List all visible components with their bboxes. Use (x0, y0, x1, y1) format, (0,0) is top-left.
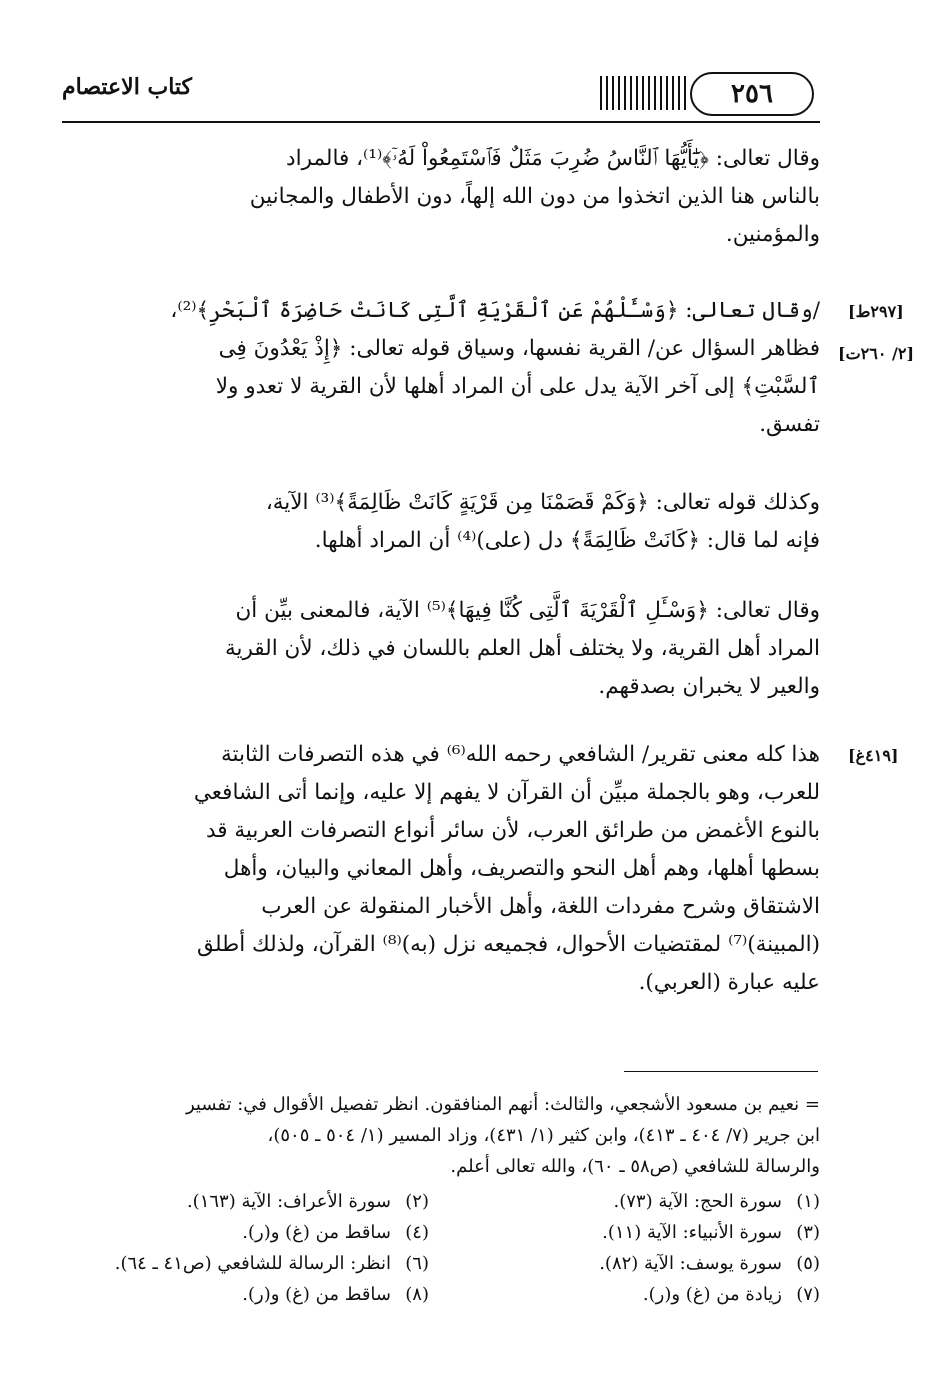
text-line: فإنه لما قال: ﴿كَانَتْ ظَالِمَةً﴾ دل (على)⁽⁴⁾ أن المراد أهلها. (314, 528, 820, 553)
text-line: الاشتقاق وشرح مفردات اللغة، وأهل الأخبار المنقولة عن العرب (261, 894, 820, 919)
paragraph-5 (72, 736, 820, 1002)
footnote-item (68, 1217, 429, 1248)
footnote-number: (١) (796, 1191, 820, 1212)
footnote-number: (٢) (405, 1191, 429, 1212)
text-line: وقال تعالى: ﴿يَٰٓأَيُّهَا ٱلنَّاسُ ضُرِبَ مَثَلٌ فَٱسْتَمِعُواْ لَهُۥٓ﴾⁽¹⁾، فالمراد (286, 146, 820, 171)
footnote-text: ساقط من (غ) و(ر). (242, 1284, 391, 1305)
footnote-line: = نعيم بن مسعود الأشجعي، والثالث: أنهم المنافقون. انظر تفصيل الأقوال في: تفسير (185, 1094, 820, 1115)
footnote-item (459, 1186, 820, 1217)
text-line: المراد أهل القرية، ولا يختلف أهل العلم باللسان في ذلك، لأن القرية (224, 636, 820, 661)
footnote-item (459, 1248, 820, 1279)
footnote-number: (٣) (796, 1222, 820, 1243)
book-title: كتاب الاعتصام (62, 74, 193, 100)
text-line: والعير لا يخبران بصدقهم. (598, 674, 820, 699)
footnote-number: (٦) (405, 1253, 429, 1274)
footnote-item (68, 1186, 429, 1217)
text-line: للعرب، وهو بالجملة مبيِّن أن القرآن لا يفهم إلا عليه، وإنما أتى الشافعي (193, 780, 820, 805)
text-line: تفسق. (759, 412, 820, 437)
footnote-text: سورة الحج: الآية (٧٣). (613, 1191, 782, 1212)
footnote-rule (624, 1071, 818, 1072)
footnotes-list (68, 1186, 820, 1310)
header-rule (62, 121, 820, 123)
footnote-number: (٤) (405, 1222, 429, 1243)
footnote-line: ابن جرير (٧/ ٤٠٤ ـ ٤١٣)، وابن كثير (١/ ٤٣١)، وزاد المسير (١/ ٥٠٤ ـ ٥٠٥)، (267, 1125, 820, 1146)
footnote-item (68, 1279, 429, 1310)
footnote-text: انظر: الرسالة للشافعي (ص٤١ ـ ٦٤). (114, 1253, 391, 1274)
footnote-continuation (68, 1089, 820, 1182)
text-line: وقال تعالى: ﴿وَسْـَٔلِ ٱلْقَرْيَةَ ٱلَّتِى كُنَّا فِيهَا﴾⁽⁵⁾ الآية، فالمعنى بيِّن أن (235, 598, 820, 623)
footnote-item (459, 1279, 820, 1310)
footnote-number: (٧) (796, 1284, 820, 1305)
paragraph-4 (72, 592, 820, 706)
text-line: وكذلك قوله تعالى: ﴿وَكَمْ قَصَمْنَا مِن قَرْيَةٍ كَانَتْ ظَالِمَةً﴾⁽³⁾ الآية، (265, 490, 820, 515)
margin-note: [٤١٩غ] (848, 746, 899, 765)
footnote-text: سورة الأعراف: الآية (١٦٣). (186, 1191, 391, 1212)
text-line: بسطها أهلها، وهم أهل النحو والتصريف، وأهل المعاني والبيان، وأهل (223, 856, 820, 881)
text-line: /وقال تعالى: ﴿وَسْـَٔلْهُمْ عَنِ ٱلْقَرْيَةِ ٱلَّتِى كَانَتْ حَاضِرَةَ ٱلْبَحْرِ﴾⁽²⁾، (170, 298, 820, 323)
footnote-item (459, 1217, 820, 1248)
text-line: بالناس هنا الذين اتخذوا من دون الله إلهاً، دون الأطفال والمجانين (249, 184, 820, 209)
paragraph-2 (72, 292, 820, 444)
margin-note: [٢/ ٢٦٠ت] (838, 344, 915, 363)
footnote-number: (٨) (405, 1284, 429, 1305)
text-line: بالنوع الأغمض من طرائق العرب، لأن سائر أنواع التصرفات العربية قد (205, 818, 820, 843)
text-line: هذا كله معنى تقرير/ الشافعي رحمه الله⁽⁶⁾ في هذه التصرفات الثابتة (221, 742, 820, 767)
text-line: (المبينة)⁽⁷⁾ لمقتضيات الأحوال، فجميعه نزل (به)⁽⁸⁾ القرآن، ولذلك أطلق (197, 932, 820, 957)
footnote-item (68, 1248, 429, 1279)
text-line: والمؤمنين. (725, 222, 820, 247)
footnote-text: سورة يوسف: الآية (٨٢). (599, 1253, 782, 1274)
page-header (62, 70, 822, 124)
paragraph-1 (72, 140, 820, 254)
text-line: ٱلسَّبْتِ﴾ إلى آخر الآية يدل على أن المراد أهلها لأن القرية لا تعدو ولا (215, 374, 820, 399)
footnote-text: ساقط من (غ) و(ر). (242, 1222, 391, 1243)
header-ornament (600, 76, 690, 110)
margin-note: [٢٩٧ط] (848, 302, 904, 321)
footnote-text: سورة الأنبياء: الآية (١١). (602, 1222, 782, 1243)
text-line: عليه عبارة (العربي). (638, 970, 820, 995)
footnote-number: (٥) (796, 1253, 820, 1274)
paragraph-3 (72, 484, 820, 560)
footnote-line: والرسالة للشافعي (ص٥٨ ـ ٦٠)، والله تعالى أعلم. (450, 1156, 820, 1177)
text-line: فظاهر السؤال عن/ القرية نفسها، وسياق قوله تعالى: ﴿إِذْ يَعْدُونَ فِى (218, 336, 820, 361)
footnote-text: زيادة من (غ) و(ر). (642, 1284, 782, 1305)
page-number: ٢٥٦ (690, 72, 814, 116)
